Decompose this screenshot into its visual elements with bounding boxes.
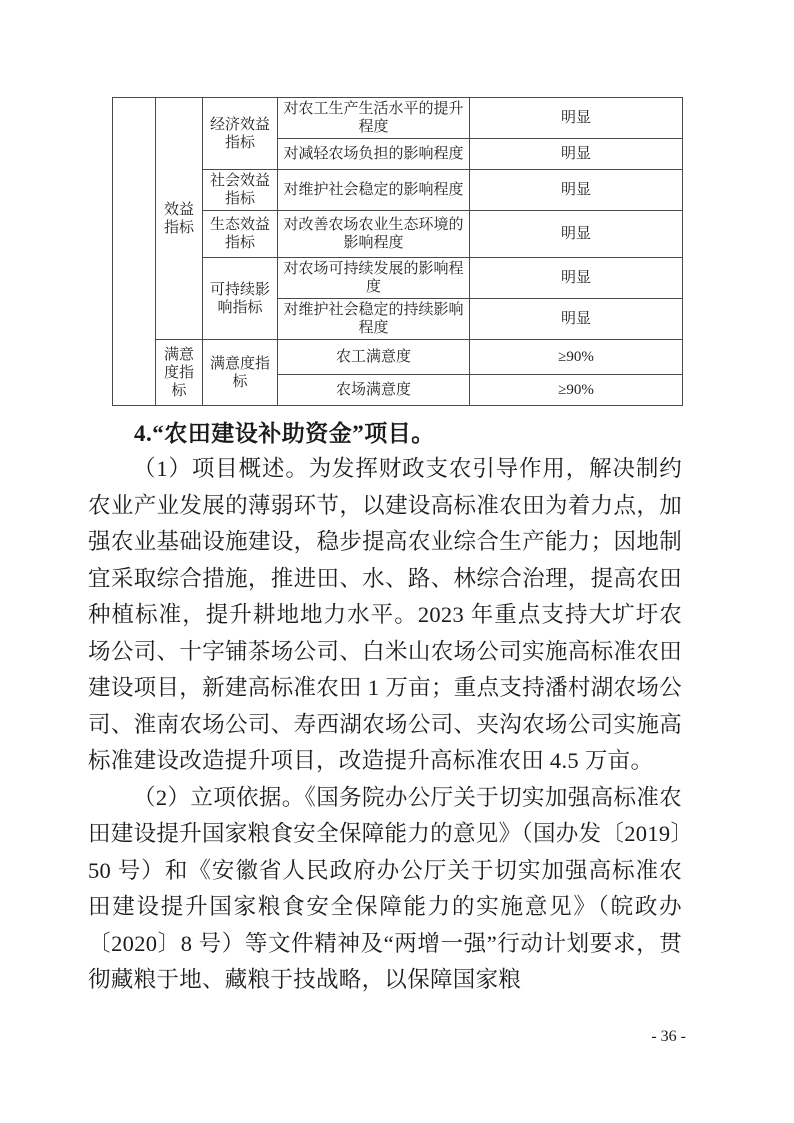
table-cell-value: 明显 [470,211,683,258]
paragraph-project-basis: （2）立项依据。《国务院办公厅关于切实加强高标准农田建设提升国家粮食安全保障能力的意见》（国办发〔2019〕50 号）和《安徽省人民政府办公厅关于切实加强高标准农田建设提升国家粮食安全保障能力的实施意见》（皖政办〔2020〕8 号）等文件精神及“两增一强”行动计划要求，贯彻藏粮于地、藏粮于技战略，以保障国家粮 [88,784,682,992]
table-row [113,98,683,139]
table-cell-indicator: 对维护社会稳定的影响程度 [278,170,470,211]
table-cell-spacer [113,98,156,406]
table-row [113,340,683,375]
table-cell-group-satisfaction: 满意度指标 [156,340,203,406]
table-cell-indicator: 对减轻农场负担的影响程度 [278,139,470,170]
table-cell-value: 明显 [470,299,683,340]
performance-indicator-table [112,97,683,406]
table-cell-value: 明显 [470,170,683,211]
table-cell-indicator: 对维护社会稳定的持续影响程度 [278,299,470,340]
table-cell-value: 明显 [470,98,683,139]
table-cell-indicator: 农场满意度 [278,375,470,406]
paragraph-project-overview: （1）项目概述。为发挥财政支农引导作用，解决制约农业产业发展的薄弱环节，以建设高标准农田为着力点，加强农业基础设施建设，稳步提高农业综合生产能力；因地制宜采取综合措施，推进田、水、路、林综合治理，提高农田种植标准，提升耕地地力水平。2023 年重点支持大圹圩农场公司、十字铺茶场公司、白米山农场公司实施高标准农田建设项目，新建高标准农田 1 万亩；重点支持潘村湖农场公司、淮南农场公司、寿西湖农场公司、夹沟农场公司实施高标准建设改造提升项目，改造提升高标准农田 4.5 万亩。 [88,456,682,773]
table-cell-value: 明显 [470,139,683,170]
section-heading: 4.“农田建设补助资金”项目。 [134,421,435,446]
table-cell-indicator: 农工满意度 [278,340,470,375]
table-cell-indicator: 对改善农场农业生态环境的影响程度 [278,211,470,258]
table-cell-value: ≥90% [470,375,683,406]
table-cell-subgroup-ecological: 生态效益指标 [203,211,278,258]
table-cell-group-benefit: 效益指标 [156,98,203,340]
table-cell-indicator: 对农工生产生活水平的提升程度 [278,98,470,139]
table-cell-subgroup-satisfaction: 满意度指标 [203,340,278,406]
table-cell-subgroup-sustainable: 可持续影响指标 [203,258,278,340]
table-cell-subgroup-economic: 经济效益指标 [203,98,278,170]
table-cell-value: ≥90% [470,340,683,375]
table-cell-value: 明显 [470,258,683,299]
table-cell-subgroup-social: 社会效益指标 [203,170,278,211]
page-number: - 36 - [651,1028,686,1045]
table-cell-indicator: 对农场可持续发展的影响程度 [278,258,470,299]
